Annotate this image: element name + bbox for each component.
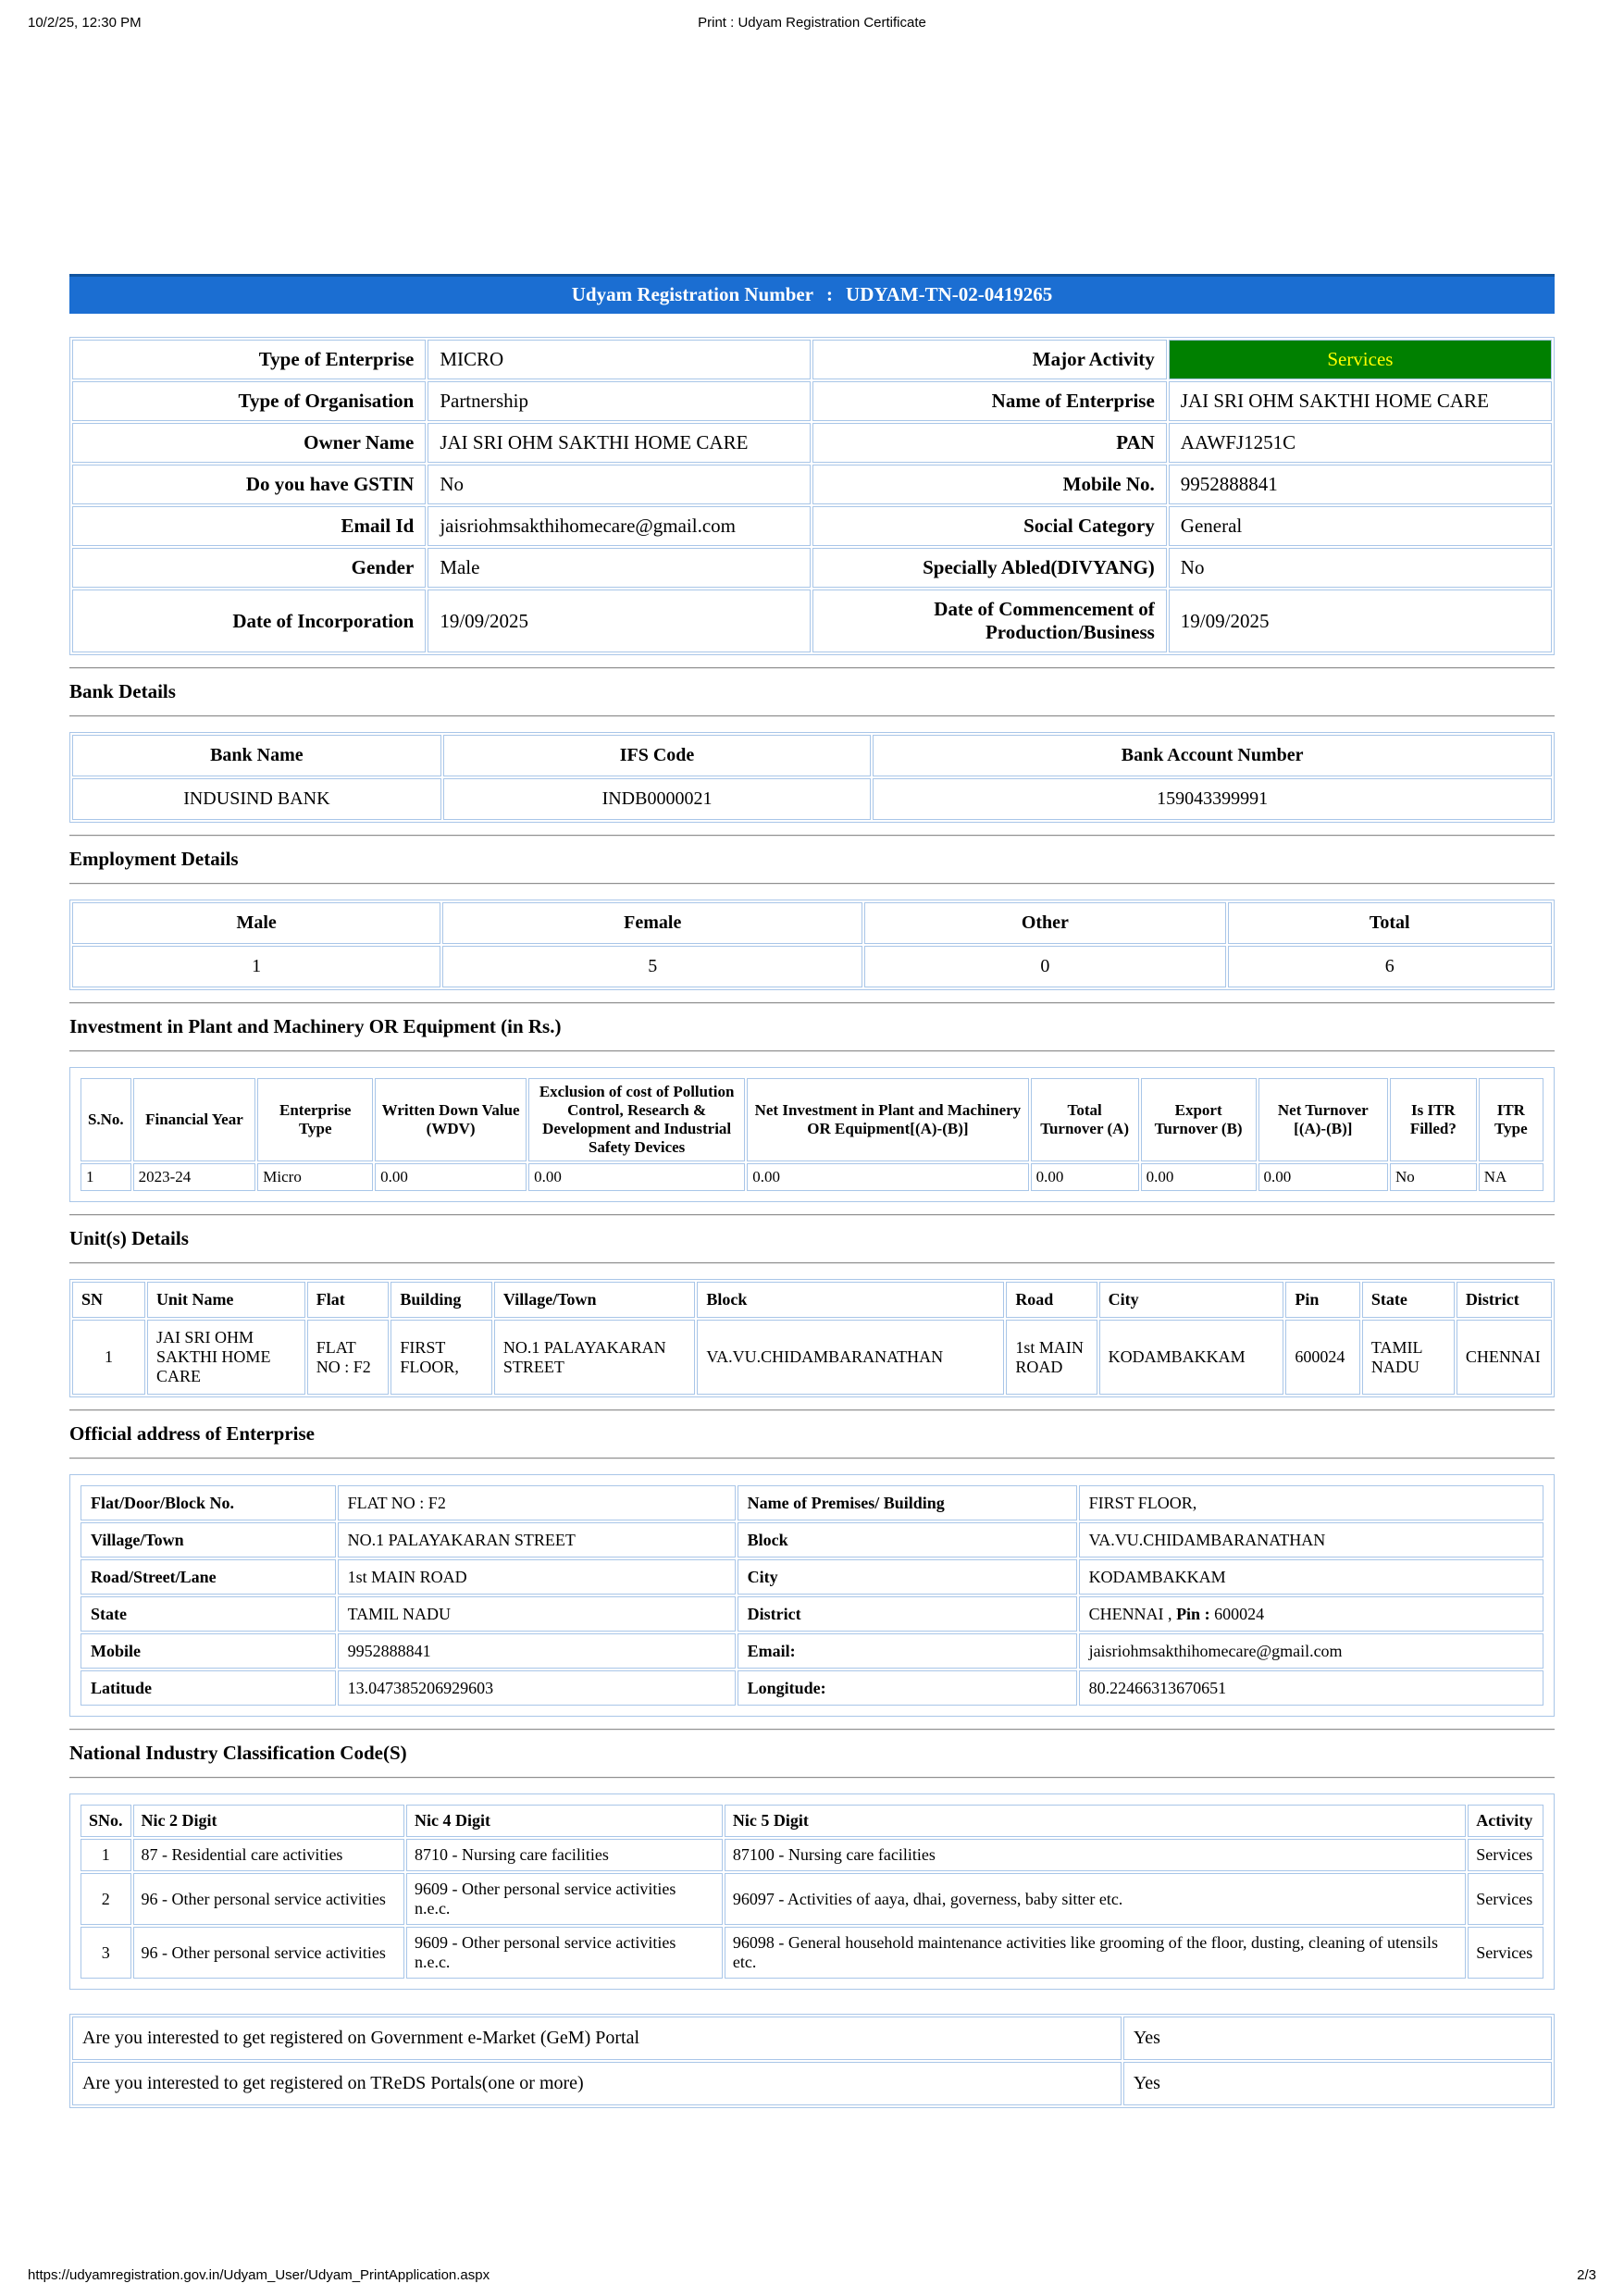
table-row	[72, 548, 1552, 588]
field-label: Social Category	[812, 506, 1166, 546]
column-header: Nic 4 Digit	[406, 1805, 723, 1837]
field-label: Email Id	[72, 506, 426, 546]
column-header: IFS Code	[443, 735, 872, 776]
column-header: Activity	[1468, 1805, 1543, 1837]
registration-number-banner	[69, 274, 1555, 314]
column-header: Building	[391, 1282, 492, 1318]
print-page-number: 2/3	[1577, 2267, 1596, 2283]
field-value: FLAT NO : F2	[338, 1485, 736, 1520]
table-row	[72, 2062, 1552, 2105]
field-label: Longitude:	[738, 1670, 1077, 1706]
official-address-box	[69, 1474, 1555, 1717]
inv-enterprise-type: Micro	[257, 1163, 373, 1191]
print-header	[28, 15, 1596, 31]
investment-title: Investment in Plant and Machinery OR Equipment (in Rs.)	[69, 1015, 562, 1037]
inv-net-investment: 0.00	[747, 1163, 1028, 1191]
banner-label: Udyam Registration Number	[571, 283, 814, 305]
unit-city: KODAMBAKKAM	[1099, 1320, 1284, 1395]
table-row	[72, 778, 1552, 820]
section-divider	[69, 1409, 1555, 1411]
enterprise-details-table	[69, 337, 1555, 655]
units-details-title: Unit(s) Details	[69, 1227, 189, 1249]
field-label: Name of Premises/ Building	[738, 1485, 1077, 1520]
column-header: State	[1362, 1282, 1455, 1318]
nic-5-digit: 96097 - Activities of aaya, dhai, governess, baby sitter etc.	[725, 1873, 1466, 1925]
enterprise-name: JAI SRI OHM SAKTHI HOME CARE	[1180, 390, 1489, 412]
unit-district: CHENNAI	[1457, 1320, 1552, 1395]
inv-wdv: 0.00	[375, 1163, 527, 1191]
pin-value: 600024	[1214, 1604, 1265, 1623]
field-value: KODAMBAKKAM	[1079, 1559, 1543, 1595]
unit-building: FIRST FLOOR,	[391, 1320, 492, 1395]
units-details-table	[69, 1279, 1555, 1397]
column-header: District	[1457, 1282, 1552, 1318]
nic-2-digit: 96 - Other personal service activities	[133, 1873, 404, 1925]
field-value: 19/09/2025	[1169, 590, 1552, 652]
field-value: jaisriohmsakthihomecare@gmail.com	[1079, 1633, 1543, 1669]
column-header: Financial Year	[133, 1078, 256, 1161]
table-header-row	[72, 902, 1552, 944]
field-label: Gender	[72, 548, 426, 588]
employment-details-title: Employment Details	[69, 848, 239, 870]
inv-net-turnover: 0.00	[1258, 1163, 1388, 1191]
section-divider	[69, 1262, 1555, 1264]
nic-table	[79, 1803, 1545, 1980]
treds-portal-answer: Yes	[1123, 2062, 1552, 2105]
field-value: TAMIL NADU	[338, 1596, 736, 1632]
column-header: Bank Account Number	[873, 735, 1552, 776]
table-row	[81, 1670, 1543, 1706]
table-header-row	[72, 735, 1552, 776]
bank-details-title: Bank Details	[69, 680, 176, 702]
district-pin-value	[1079, 1596, 1543, 1632]
field-label: Date of Incorporation	[72, 590, 426, 652]
field-label: District	[738, 1596, 1077, 1632]
inv-total-turnover: 0.00	[1031, 1163, 1139, 1191]
nic-4-digit: 9609 - Other personal service activities n.e.c.	[406, 1927, 723, 1979]
field-label: Latitude	[81, 1670, 336, 1706]
column-header: Bank Name	[72, 735, 441, 776]
column-header: Export Turnover (B)	[1141, 1078, 1257, 1161]
field-label: Name of Enterprise	[812, 381, 1166, 421]
column-header: Male	[72, 902, 440, 944]
column-header: Net Investment in Plant and Machinery OR Equipment[(A)-(B)]	[747, 1078, 1028, 1161]
nic-2-digit: 87 - Residential care activities	[133, 1839, 404, 1871]
table-header-row	[81, 1805, 1543, 1837]
section-divider	[69, 883, 1555, 885]
column-header: Exclusion of cost of Pollution Control, Research & Development and Industrial Safety Devices	[528, 1078, 745, 1161]
field-value: MICRO	[428, 340, 811, 379]
nic-5-digit: 87100 - Nursing care facilities	[725, 1839, 1466, 1871]
column-header: Total Turnover (A)	[1031, 1078, 1139, 1161]
field-label: Village/Town	[81, 1522, 336, 1558]
gem-portal-answer: Yes	[1123, 2017, 1552, 2060]
inv-exclusion-cost: 0.00	[528, 1163, 745, 1191]
table-row	[81, 1633, 1543, 1669]
bank-details-table	[69, 732, 1555, 823]
section-divider	[69, 835, 1555, 837]
section-divider	[69, 1214, 1555, 1216]
field-value: Male	[428, 548, 811, 588]
print-footer-url: https://udyamregistration.gov.in/Udyam_User/Udyam_PrintApplication.aspx	[28, 2267, 490, 2283]
banner-colon: :	[826, 283, 834, 305]
field-value: No	[428, 465, 811, 504]
field-value	[1169, 381, 1552, 421]
table-row	[72, 381, 1552, 421]
column-header: Block	[697, 1282, 1004, 1318]
column-header: S.No.	[81, 1078, 131, 1161]
nic-title: National Industry Classification Code(S)	[69, 1742, 407, 1764]
table-row	[72, 2017, 1552, 2060]
field-label: Flat/Door/Block No.	[81, 1485, 336, 1520]
column-header: City	[1099, 1282, 1284, 1318]
section-divider	[69, 1458, 1555, 1459]
column-header: ITR Type	[1479, 1078, 1543, 1161]
table-row	[81, 1839, 1543, 1871]
table-header-row	[81, 1078, 1543, 1161]
print-title: Print : Udyam Registration Certificate	[698, 15, 926, 31]
employment-female-count: 5	[442, 946, 862, 987]
inv-itr-type: NA	[1479, 1163, 1543, 1191]
table-row	[81, 1596, 1543, 1632]
nic-sno: 2	[81, 1873, 131, 1925]
column-header: Female	[442, 902, 862, 944]
inv-export-turnover: 0.00	[1141, 1163, 1257, 1191]
nic-5-digit: 96098 - General household maintenance activities like grooming of the floor, dusting, cleaning of utensils etc.	[725, 1927, 1466, 1979]
field-label: Mobile	[81, 1633, 336, 1669]
major-activity-badge: Services	[1169, 340, 1552, 379]
column-header: SN	[72, 1282, 145, 1318]
section-divider	[69, 1050, 1555, 1052]
nic-4-digit: 9609 - Other personal service activities n.e.c.	[406, 1873, 723, 1925]
table-row	[81, 1163, 1543, 1191]
table-row	[72, 465, 1552, 504]
field-label: Type of Enterprise	[72, 340, 426, 379]
nic-sno: 3	[81, 1927, 131, 1979]
table-row	[72, 1320, 1552, 1395]
pin-label: Pin :	[1176, 1604, 1210, 1623]
field-value: FIRST FLOOR,	[1079, 1485, 1543, 1520]
column-header: SNo.	[81, 1805, 131, 1837]
table-row	[81, 1522, 1543, 1558]
column-header: Nic 5 Digit	[725, 1805, 1466, 1837]
table-row	[72, 340, 1552, 379]
inv-financial-year: 2023-24	[133, 1163, 256, 1191]
official-address-title: Official address of Enterprise	[69, 1422, 316, 1445]
official-address-table	[79, 1483, 1545, 1707]
print-footer	[28, 2267, 1596, 2283]
section-divider	[69, 1002, 1555, 1004]
field-label: Road/Street/Lane	[81, 1559, 336, 1595]
field-label: State	[81, 1596, 336, 1632]
field-value: 9952888841	[338, 1633, 736, 1669]
unit-name: JAI SRI OHM SAKTHI HOME CARE	[147, 1320, 305, 1395]
field-value: NO.1 PALAYAKARAN STREET	[338, 1522, 736, 1558]
inv-itr-filled: No	[1390, 1163, 1477, 1191]
treds-portal-question: Are you interested to get registered on TReDS Portals(one or more)	[72, 2062, 1122, 2105]
nic-2-digit: 96 - Other personal service activities	[133, 1927, 404, 1979]
table-row	[72, 506, 1552, 546]
field-label: Mobile No.	[812, 465, 1166, 504]
column-header: Written Down Value (WDV)	[375, 1078, 527, 1161]
table-row	[81, 1873, 1543, 1925]
nic-table-box	[69, 1793, 1555, 1990]
column-header: Total	[1228, 902, 1552, 944]
field-value: VA.VU.CHIDAMBARANATHAN	[1079, 1522, 1543, 1558]
field-value: 19/09/2025	[428, 590, 811, 652]
field-value: 13.047385206929603	[338, 1670, 736, 1706]
table-row	[81, 1559, 1543, 1595]
registration-questions-table	[69, 2014, 1555, 2108]
field-value: General	[1169, 506, 1552, 546]
column-header: Pin	[1285, 1282, 1360, 1318]
table-row	[81, 1485, 1543, 1520]
unit-block: VA.VU.CHIDAMBARANATHAN	[697, 1320, 1004, 1395]
investment-table	[79, 1076, 1545, 1193]
section-divider	[69, 715, 1555, 717]
registration-number: UDYAM-TN-02-0419265	[846, 283, 1053, 305]
certificate-document	[69, 274, 1555, 2108]
unit-state: TAMIL NADU	[1362, 1320, 1455, 1395]
gem-portal-question: Are you interested to get registered on Government e-Market (GeM) Portal	[72, 2017, 1122, 2060]
column-header: Nic 2 Digit	[133, 1805, 404, 1837]
table-row	[72, 590, 1552, 652]
investment-table-box	[69, 1067, 1555, 1202]
print-datetime: 10/2/25, 12:30 PM	[28, 15, 142, 31]
field-value: No	[1169, 548, 1552, 588]
field-label: Owner Name	[72, 423, 426, 463]
unit-flat: FLAT NO : F2	[307, 1320, 390, 1395]
section-divider	[69, 1729, 1555, 1731]
field-value: jaisriohmsakthihomecare@gmail.com	[428, 506, 811, 546]
ifs-code: INDB0000021	[443, 778, 872, 820]
nic-sno: 1	[81, 1839, 131, 1871]
table-header-row	[72, 1282, 1552, 1318]
field-label: Email:	[738, 1633, 1077, 1669]
column-header: Unit Name	[147, 1282, 305, 1318]
field-label: Block	[738, 1522, 1077, 1558]
table-row	[72, 946, 1552, 987]
column-header: Other	[864, 902, 1225, 944]
table-row	[81, 1927, 1543, 1979]
employment-male-count: 1	[72, 946, 440, 987]
column-header: Net Turnover [(A)-(B)]	[1258, 1078, 1388, 1161]
field-label: Do you have GSTIN	[72, 465, 426, 504]
unit-road: 1st MAIN ROAD	[1006, 1320, 1097, 1395]
column-header: Flat	[307, 1282, 390, 1318]
nic-4-digit: 8710 - Nursing care facilities	[406, 1839, 723, 1871]
column-header: Village/Town	[494, 1282, 696, 1318]
employment-other-count: 0	[864, 946, 1225, 987]
column-header: Is ITR Filled?	[1390, 1078, 1477, 1161]
field-value: Partnership	[428, 381, 811, 421]
field-value: 1st MAIN ROAD	[338, 1559, 736, 1595]
section-divider	[69, 667, 1555, 669]
bank-name: INDUSIND BANK	[72, 778, 441, 820]
employment-total-count: 6	[1228, 946, 1552, 987]
column-header: Road	[1006, 1282, 1097, 1318]
unit-pin: 600024	[1285, 1320, 1360, 1395]
table-row	[72, 423, 1552, 463]
nic-activity: Services	[1468, 1873, 1543, 1925]
column-header: Enterprise Type	[257, 1078, 373, 1161]
field-value: 80.22466313670651	[1079, 1670, 1543, 1706]
nic-activity: Services	[1468, 1927, 1543, 1979]
field-value: AAWFJ1251C	[1169, 423, 1552, 463]
field-value: 9952888841	[1169, 465, 1552, 504]
unit-sn: 1	[72, 1320, 145, 1395]
field-label: Specially Abled(DIVYANG)	[812, 548, 1166, 588]
nic-activity: Services	[1468, 1839, 1543, 1871]
district-value: CHENNAI ,	[1088, 1604, 1172, 1623]
field-label: Type of Organisation	[72, 381, 426, 421]
field-value	[428, 423, 811, 463]
field-label: Date of Commencement of Production/Business	[812, 590, 1166, 652]
owner-name: JAI SRI OHM SAKTHI HOME CARE	[440, 431, 749, 453]
unit-village-town: NO.1 PALAYAKARAN STREET	[494, 1320, 696, 1395]
inv-sno: 1	[81, 1163, 131, 1191]
bank-account-number: 159043399991	[873, 778, 1552, 820]
field-label: City	[738, 1559, 1077, 1595]
field-label: Major Activity	[812, 340, 1166, 379]
field-label: PAN	[812, 423, 1166, 463]
employment-details-table	[69, 900, 1555, 990]
section-divider	[69, 1777, 1555, 1779]
